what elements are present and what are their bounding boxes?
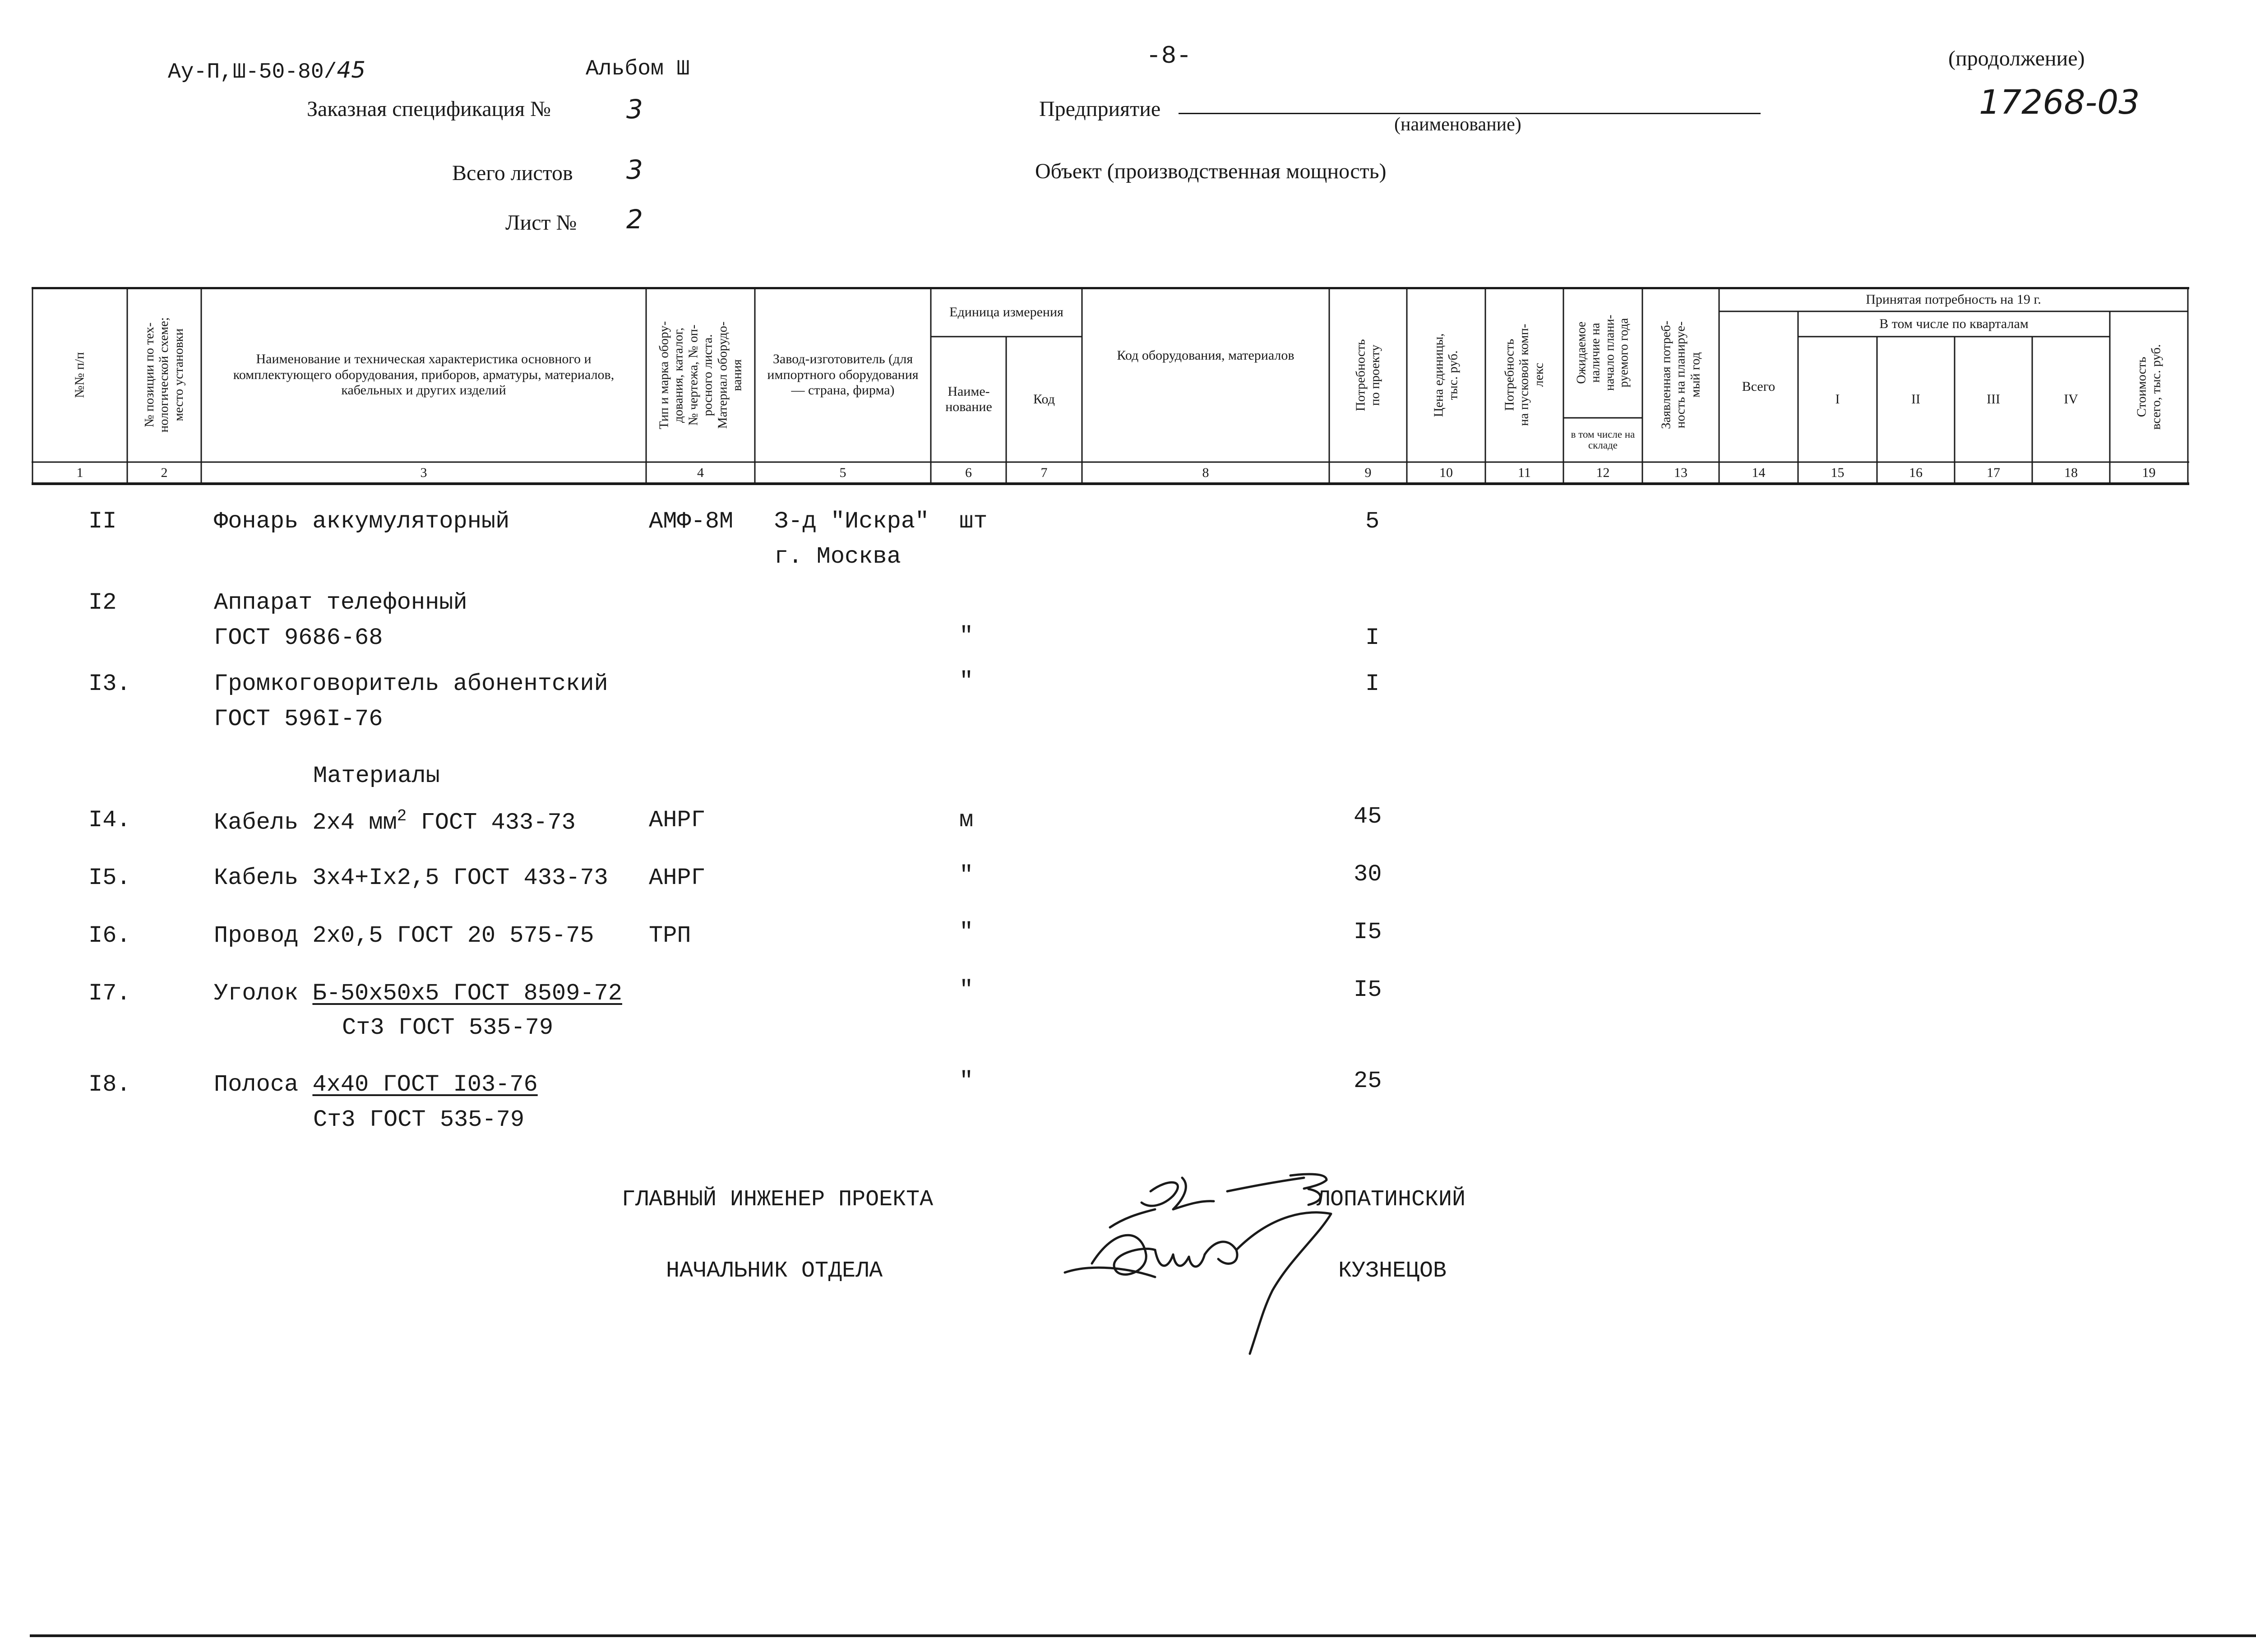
item-name: Провод 2х0,5 ГОСТ 20 575-75 [214,922,594,949]
col-header-19: Стоимость всего, тыс. руб. [2134,344,2164,430]
col-header-10: Цена единицы, тыс. руб. [1431,333,1461,417]
object-label: Объект (производственная мощность) [1035,159,1387,183]
department-head-name: КУЗНЕЦОВ [1338,1258,1447,1284]
col-header-9: Потребность по проекту [1353,339,1382,411]
col-number: 14 [1752,465,1766,480]
col-header-12: Ожидаемое наличие на начало плани- руемого года [1574,315,1631,391]
row-number: I3. [88,671,131,697]
item-qty: I5 [1354,919,1382,945]
col-number: 7 [1040,465,1048,480]
item-qty: 30 [1354,861,1382,888]
item-name: Кабель 3х4+Iх2,5 ГОСТ 433-73 [214,865,608,891]
item-type: ТРП [649,922,691,949]
handwritten-signatures [1038,1160,1381,1372]
item-unit: " [959,623,974,649]
item-name: Уголок Б-50х50х5 ГОСТ 8509-72 [214,980,622,1007]
item-name: Громкоговоритель абонентский [214,671,608,697]
sheets-label: Всего листов [452,161,573,185]
col-header-12-sub: в том числе на складе [1571,428,1635,451]
item-type: АНРГ [649,865,705,891]
item-standard: ГОСТ 596I-76 [214,706,383,732]
department-head-title: НАЧАЛЬНИК ОТДЕЛА [666,1258,883,1284]
item-unit: " [959,919,974,945]
col-number: 6 [965,465,972,480]
chief-engineer-title: ГЛАВНЫЙ ИНЖЕНЕР ПРОЕКТА [622,1187,934,1212]
col-header-2: № позиции по тех- нологической схеме; место установки [142,317,186,433]
col-header-5: Завод-изготовитель (для импортного оборудования — страна, фирма) [767,352,919,398]
registry-number: 17268-03 [1979,83,2140,122]
item-name: Аппарат телефонный [214,589,467,616]
item-material: Ст3 ГОСТ 535-79 [313,1106,525,1133]
row-number: I5. [88,865,131,891]
col-number: 18 [2064,465,2078,480]
col-number: 1 [76,465,83,480]
col-number: 10 [1439,465,1453,480]
col-header-17: III [1987,391,2000,407]
item-qty: 25 [1354,1068,1382,1094]
col-header-11: Потребность на пусковой комп- лекс [1502,324,1546,426]
col-number: 11 [1518,465,1531,480]
item-name: Фонарь аккумуляторный [214,508,510,535]
page-number: -8- [1146,42,1192,70]
col-header-14: Всего [1742,379,1775,394]
item-maker-city: г. Москва [774,543,901,570]
item-unit: шт [959,508,988,535]
document-code: Ау-П,Ш-50-80/45 [168,57,366,84]
col-header-7: Код [1033,391,1055,407]
item-maker: З-д "Искра" [774,508,929,535]
item-qty: I [1365,625,1380,651]
item-unit: м [959,807,974,833]
row-number: I7. [88,980,131,1007]
item-qty: I [1365,671,1380,697]
spec-table-header [32,287,2189,486]
col-number: 15 [1831,465,1845,480]
item-qty: I5 [1354,976,1382,1003]
item-name: Кабель 2х4 $мм^2$ ГОСТ 433-73 [214,807,576,836]
col-number: 19 [2142,465,2156,480]
enterprise-caption: (наименование) [1394,114,1521,135]
spec-number: 3 [626,94,643,125]
enterprise-label: Предприятие [1039,97,1161,121]
col-number: 16 [1909,465,1923,480]
col-header-6: Наиме-нование [945,384,992,414]
row-number: I6. [88,922,131,949]
spec-label: Заказная спецификация № [307,97,551,121]
row-number: I4. [88,807,131,833]
album-label: Альбом Ш [586,57,690,81]
section-materials: Материалы [313,763,440,789]
col-number: 4 [697,465,704,480]
item-qty: 5 [1365,508,1380,535]
col-header-3: Наименование и техническая характеристика основного и комплектующего оборудования, приборов, арматуры, материалов, кабельных и других изделий [233,352,615,398]
item-standard: ГОСТ 9686-68 [214,625,383,651]
col-number: 17 [1987,465,2000,480]
col-number: 9 [1364,465,1372,480]
col-header-18: IV [2064,391,2078,407]
chief-engineer-name: ЛОПАТИНСКИЙ [1317,1187,1466,1212]
sheet-label: Лист № [505,211,577,235]
item-unit: " [959,976,974,1003]
bottom-frame-line [30,1634,2256,1637]
col-header-15: I [1835,391,1840,407]
row-number: II [88,508,117,535]
col-header-1: №№ п/п [72,352,87,398]
item-name: Полоса 4х40 ГОСТ I03-76 [214,1071,538,1098]
row-number: I2 [88,589,117,616]
col-number: 12 [1596,465,1610,480]
item-unit: " [959,862,974,888]
item-type: АМФ-8М [649,508,734,535]
col-number: 5 [839,465,846,480]
accepted-need-header: Принятая потребность на 19 г. [1866,292,2041,307]
item-type: АНРГ [649,807,705,833]
unit-group-header: Единица измерения [949,304,1063,319]
sheets-number: 3 [626,154,643,185]
col-header-13: Заявленная потреб- ность на планируе- мый год [1659,320,1703,430]
item-material: Ст3 ГОСТ 535-79 [342,1014,554,1041]
quarters-header: В том числе по кварталам [1879,316,2029,331]
continuation-note: (продолжение) [1948,46,2085,70]
item-qty: 45 [1354,803,1382,830]
col-number: 8 [1202,465,1209,480]
item-unit: " [959,1068,974,1094]
col-header-16: II [1911,391,1920,407]
col-header-8: Код оборудования, материалов [1117,347,1294,363]
col-number: 3 [420,465,427,480]
item-unit: " [959,668,974,694]
row-number: I8. [88,1071,131,1098]
col-number: 13 [1674,465,1687,480]
col-number: 2 [161,465,168,480]
sheet-number: 2 [626,204,643,235]
col-header-4: Тип и марка обору- дования, каталог, № чертежа, № оп- росного листа. Материал оборудо- вания [656,321,744,429]
